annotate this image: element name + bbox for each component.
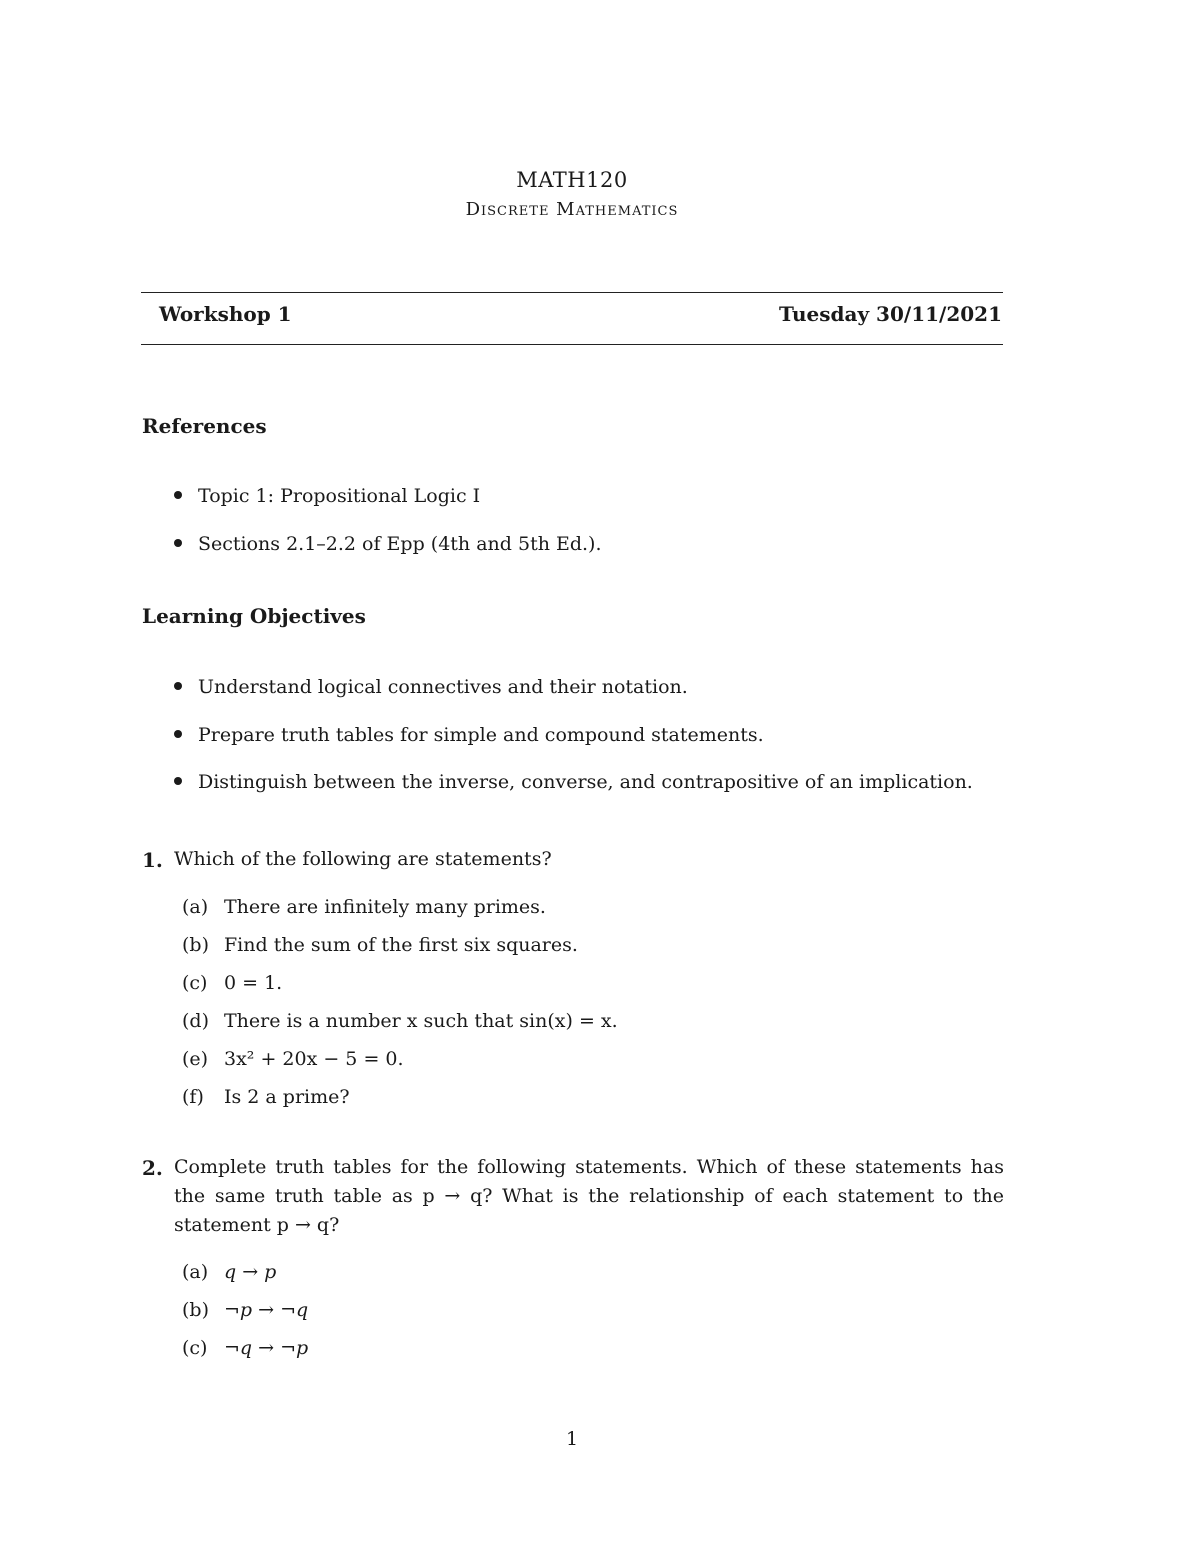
objective-item-text: Prepare truth tables for simple and compound statements. xyxy=(198,724,764,746)
reference-item-text: Topic 1: Propositional Logic I xyxy=(198,485,481,507)
part-label: (d) xyxy=(182,1010,209,1032)
question-1-part xyxy=(182,1086,350,1108)
question-1-text: Which of the following are statements? xyxy=(174,848,552,870)
bullet-icon xyxy=(174,491,182,499)
question-1-part xyxy=(182,896,546,918)
workshop-title: Workshop 1 xyxy=(159,302,292,326)
bullet-icon xyxy=(174,539,182,547)
question-1-part xyxy=(182,1048,404,1070)
objective-item-text: Distinguish between the inverse, converse, and contrapositive of an implication. xyxy=(198,771,973,793)
objective-item xyxy=(174,676,688,698)
part-label: (f) xyxy=(182,1086,204,1108)
question-2-part xyxy=(182,1261,276,1283)
objective-item-text: Understand logical connectives and their notation. xyxy=(198,676,688,698)
part-label: (a) xyxy=(182,1261,209,1283)
part-text: ¬p → ¬q xyxy=(224,1299,309,1321)
part-label: (a) xyxy=(182,896,209,918)
objectives-heading: Learning Objectives xyxy=(142,604,366,628)
references-heading: References xyxy=(142,414,267,438)
workshop-date: Tuesday 30/11/2021 xyxy=(778,302,1002,326)
part-label: (c) xyxy=(182,1337,208,1359)
part-text: 0 = 1. xyxy=(224,972,283,994)
part-text: There are infinitely many primes. xyxy=(224,896,546,918)
part-text: There is a number x such that sin(x) = x. xyxy=(224,1010,618,1032)
question-2-part xyxy=(182,1299,308,1321)
course-code: MATH120 xyxy=(516,168,628,192)
reference-item-text: Sections 2.1–2.2 of Epp (4th and 5th Ed.). xyxy=(198,533,602,555)
objective-item xyxy=(174,724,764,746)
header-rule-bottom xyxy=(141,344,1003,345)
question-1-part xyxy=(182,972,282,994)
question-2-number: 2. xyxy=(142,1156,163,1180)
bullet-icon xyxy=(174,682,182,690)
part-text: 3x² + 20x − 5 = 0. xyxy=(224,1048,404,1070)
question-2-text: Complete truth tables for the following statements. Which of these statements has the same truth table as p → q? What is the relationship of each statement to the statement p → q? xyxy=(174,1156,1004,1236)
question-1-number: 1. xyxy=(142,848,163,872)
part-label: (c) xyxy=(182,972,208,994)
part-text: Is 2 a prime? xyxy=(224,1086,350,1108)
part-text: ¬q → ¬p xyxy=(224,1337,309,1359)
part-text: Find the sum of the first six squares. xyxy=(224,934,578,956)
part-text: q → p xyxy=(224,1261,277,1283)
question-1-part xyxy=(182,1010,618,1032)
reference-item xyxy=(174,533,602,555)
objective-item xyxy=(174,771,973,793)
bullet-icon xyxy=(174,777,182,785)
part-label: (b) xyxy=(182,1299,209,1321)
page-number: 1 xyxy=(565,1428,579,1450)
reference-item xyxy=(174,485,480,507)
question-1-part xyxy=(182,934,578,956)
part-label: (b) xyxy=(182,934,209,956)
question-2-part xyxy=(182,1337,308,1359)
part-label: (e) xyxy=(182,1048,209,1070)
bullet-icon xyxy=(174,730,182,738)
header-rule-top xyxy=(141,292,1003,293)
course-name: Discrete Mathematics xyxy=(465,199,679,220)
